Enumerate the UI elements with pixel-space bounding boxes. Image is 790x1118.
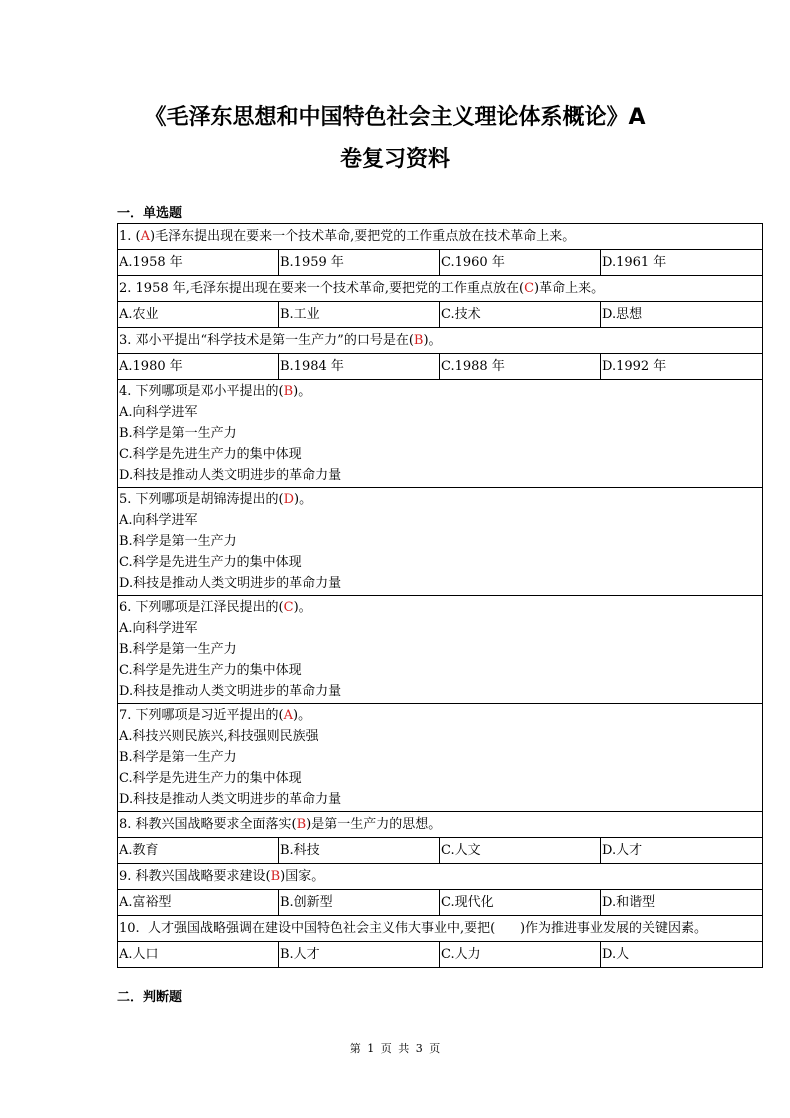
question-block	[118, 596, 763, 704]
option-b: B.科学是第一生产力	[119, 750, 237, 765]
option-c: C.技术	[440, 302, 601, 328]
answer-mark: B	[296, 817, 307, 832]
options-row	[118, 250, 763, 276]
question-stem	[119, 489, 761, 510]
question-stem	[118, 224, 763, 250]
answer-blank	[495, 921, 520, 936]
question-stem	[118, 276, 763, 302]
question-row	[118, 328, 763, 354]
option-b: B.科学是第一生产力	[119, 426, 237, 441]
option-b: B.科技	[279, 838, 440, 864]
question-text: 3. 邓小平提出“科学技术是第一生产力”的口号是在(	[119, 333, 414, 348]
options-row	[118, 302, 763, 328]
answer-mark: B	[270, 869, 281, 884]
question-text: )作为推进事业发展的关键因素。	[519, 921, 708, 936]
option-d: D.人	[601, 942, 763, 968]
single-choice-question-table	[117, 223, 763, 968]
option-c: C.科学是先进生产力的集中体现	[119, 447, 302, 462]
option-d: D.和谐型	[601, 890, 763, 916]
question-block	[118, 704, 763, 812]
option-d: D.科技是推动人类文明进步的革命力量	[119, 792, 342, 807]
option-c: C.现代化	[440, 890, 601, 916]
option-c: C.1960 年	[440, 250, 601, 276]
question-stem	[119, 597, 761, 618]
option-c: C.科学是先进生产力的集中体现	[119, 663, 302, 678]
question-text: 10. 人才强国战略强调在建设中国特色社会主义伟大事业中,要把(	[119, 921, 496, 936]
answer-mark: B	[283, 384, 294, 399]
question-row	[118, 276, 763, 302]
options-row	[118, 354, 763, 380]
document-title-line-2: 卷复习资料	[339, 147, 450, 172]
question-text: )。	[293, 384, 312, 399]
option-a: A.向科学进军	[119, 405, 198, 420]
option-c: C.科学是先进生产力的集中体现	[119, 555, 302, 570]
answer-mark: A	[283, 708, 293, 723]
option-a: A.科技兴则民族兴,科技强则民族强	[119, 729, 319, 744]
question-stem	[118, 864, 763, 890]
page-footer: 第 1 页 共 3 页	[349, 1042, 441, 1055]
option-a: A.向科学进军	[119, 621, 198, 636]
question-text: 5. 下列哪项是胡锦涛提出的(	[119, 492, 284, 507]
option-a: A.教育	[118, 838, 279, 864]
option-c: C.科学是先进生产力的集中体现	[119, 771, 302, 786]
question-text: )毛泽东提出现在要来一个技术革命,要把党的工作重点放在技术革命上来。	[150, 229, 576, 244]
question-text: )。	[293, 708, 312, 723]
question-text: 2. 1958 年,毛泽东提出现在要来一个技术革命,要把党的工作重点放在(	[119, 281, 525, 296]
question-block	[118, 380, 763, 488]
option-d: D.1992 年	[601, 354, 763, 380]
question-text: 9. 科教兴国战略要求建设(	[119, 869, 271, 884]
section-heading-true-false: 二．判断题	[117, 990, 183, 1005]
option-c: C.人力	[440, 942, 601, 968]
option-b: B.1959 年	[279, 250, 440, 276]
question-text: )。	[294, 492, 313, 507]
option-d: D.思想	[601, 302, 763, 328]
question-stem	[118, 328, 763, 354]
option-d: D.人才	[601, 838, 763, 864]
question-stem	[119, 705, 761, 726]
option-a: A.1958 年	[118, 250, 279, 276]
question-text: )。	[293, 600, 312, 615]
question-text: 8. 科教兴国战略要求全面落实(	[119, 817, 297, 832]
question-row	[118, 864, 763, 890]
answer-mark: A	[140, 229, 150, 244]
question-text: )。	[423, 333, 442, 348]
question-row	[118, 380, 763, 488]
option-a: A.富裕型	[118, 890, 279, 916]
question-text: 7. 下列哪项是习近平提出的(	[119, 708, 284, 723]
options-row	[118, 890, 763, 916]
question-text: 1. (	[119, 229, 141, 244]
option-d: D.科技是推动人类文明进步的革命力量	[119, 684, 342, 699]
question-stem	[118, 812, 763, 838]
answer-mark: D	[283, 492, 295, 507]
question-text: )国家。	[280, 869, 325, 884]
section-heading-single-choice: 一．单选题	[117, 206, 183, 221]
question-row	[118, 488, 763, 596]
answer-mark: B	[413, 333, 424, 348]
option-b: B.1984 年	[279, 354, 440, 380]
question-text: 6. 下列哪项是江泽民提出的(	[119, 600, 284, 615]
option-a: A.农业	[118, 302, 279, 328]
question-text: )是第一生产力的思想。	[306, 817, 442, 832]
question-stem	[118, 916, 763, 942]
option-d: D.科技是推动人类文明进步的革命力量	[119, 468, 342, 483]
option-a: A.向科学进军	[119, 513, 198, 528]
question-block	[118, 488, 763, 596]
option-b: B.创新型	[279, 890, 440, 916]
question-text: 4. 下列哪项是邓小平提出的(	[119, 384, 284, 399]
question-row	[118, 596, 763, 704]
answer-mark: C	[283, 600, 294, 615]
option-b: B.科学是第一生产力	[119, 534, 237, 549]
question-stem	[119, 381, 761, 402]
option-c: C.人文	[440, 838, 601, 864]
question-row	[118, 812, 763, 838]
document-title-line-1: 《毛泽东思想和中国特色社会主义理论体系概论》A	[144, 105, 646, 130]
question-row	[118, 916, 763, 942]
option-d: D.科技是推动人类文明进步的革命力量	[119, 576, 342, 591]
option-b: B.人才	[279, 942, 440, 968]
option-a: A.人口	[118, 942, 279, 968]
option-c: C.1988 年	[440, 354, 601, 380]
question-row	[118, 224, 763, 250]
option-a: A.1980 年	[118, 354, 279, 380]
option-b: B.工业	[279, 302, 440, 328]
question-row	[118, 704, 763, 812]
option-d: D.1961 年	[601, 250, 763, 276]
option-b: B.科学是第一生产力	[119, 642, 237, 657]
options-row	[118, 838, 763, 864]
answer-mark: C	[524, 281, 535, 296]
question-text: )革命上来。	[534, 281, 605, 296]
options-row	[118, 942, 763, 968]
